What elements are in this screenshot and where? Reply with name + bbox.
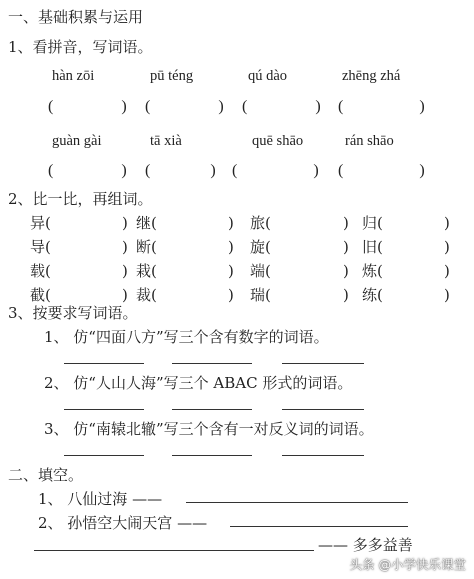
fill-item-2: 2、 孙悟空大闹天宫 —— (38, 514, 208, 532)
compare-answer-slot[interactable]: ) (343, 262, 349, 280)
answer-line[interactable] (64, 455, 144, 456)
answer-line[interactable] (172, 363, 252, 364)
answer-line[interactable] (172, 455, 252, 456)
answer-line[interactable] (282, 455, 364, 456)
closing-phrase: —— 多多益善 (318, 536, 413, 554)
q1-title: 1、看拼音，写词语。 (8, 38, 153, 56)
pinyin-8: rán shāo (345, 133, 394, 149)
answer-line[interactable] (230, 526, 408, 527)
compare-answer-slot[interactable]: ) (122, 286, 128, 304)
compare-char: 端( (250, 262, 271, 280)
compare-answer-slot[interactable]: ) (228, 262, 234, 280)
compare-char: 瑞( (250, 286, 271, 304)
answer-box-3[interactable]: ( ) (242, 98, 321, 115)
compare-answer-slot[interactable]: ) (122, 214, 128, 232)
answer-box-6[interactable]: ( ) (145, 162, 216, 179)
compare-answer-slot[interactable]: ) (122, 262, 128, 280)
answer-box-8[interactable]: ( ) (338, 162, 425, 179)
answer-line[interactable] (172, 409, 252, 410)
answer-box-7[interactable]: ( ) (232, 162, 319, 179)
fill-item-1: 1、 八仙过海 —— (38, 490, 163, 508)
pinyin-5: guàn gài (52, 133, 102, 149)
compare-answer-slot[interactable]: ) (122, 238, 128, 256)
compare-char: 旧( (362, 238, 383, 256)
compare-char: 旋( (250, 238, 271, 256)
compare-char: 旅( (250, 214, 271, 232)
pinyin-6: tā xià (150, 133, 182, 149)
q3-title: 3、按要求写词语。 (8, 304, 138, 322)
compare-char: 载( (30, 262, 51, 280)
compare-char: 导( (30, 238, 51, 256)
compare-answer-slot[interactable]: ) (444, 238, 450, 256)
compare-char: 练( (362, 286, 383, 304)
compare-char: 异( (30, 214, 51, 232)
compare-char: 归( (362, 214, 383, 232)
section2-title: 二、填空。 (8, 466, 84, 484)
answer-line[interactable] (186, 502, 408, 503)
compare-answer-slot[interactable]: ) (444, 214, 450, 232)
q2-title: 2、比一比，再组词。 (8, 190, 153, 208)
compare-answer-slot[interactable]: ) (228, 238, 234, 256)
pinyin-4: zhēng zhá (342, 68, 401, 84)
q3-item-2: 2、 仿“人山人海”写三个 ABAC 形式的词语。 (44, 374, 353, 392)
compare-char: 裁( (136, 286, 157, 304)
pinyin-3: qú dào (248, 68, 288, 84)
compare-answer-slot[interactable]: ) (228, 214, 234, 232)
answer-line[interactable] (282, 363, 364, 364)
watermark: 头条 @小学快乐课堂 (349, 557, 466, 572)
answer-line[interactable] (282, 409, 364, 410)
compare-char: 继( (136, 214, 157, 232)
compare-char: 截( (30, 286, 51, 304)
compare-char: 栽( (136, 262, 157, 280)
answer-line[interactable] (64, 409, 144, 410)
answer-box-4[interactable]: ( ) (338, 98, 425, 115)
answer-line[interactable] (34, 550, 314, 551)
pinyin-2: pū téng (150, 68, 194, 84)
pinyin-7: quē shāo (252, 133, 304, 149)
compare-char: 断( (136, 238, 157, 256)
q3-item-1: 1、 仿“四面八方”写三个含有数字的词语。 (44, 328, 329, 346)
compare-answer-slot[interactable]: ) (343, 286, 349, 304)
answer-box-5[interactable]: ( ) (48, 162, 127, 179)
compare-char: 炼( (362, 262, 383, 280)
compare-answer-slot[interactable]: ) (444, 262, 450, 280)
compare-answer-slot[interactable]: ) (444, 286, 450, 304)
pinyin-1: hàn zōi (52, 68, 95, 84)
compare-answer-slot[interactable]: ) (343, 214, 349, 232)
answer-line[interactable] (64, 363, 144, 364)
answer-box-1[interactable]: ( ) (48, 98, 127, 115)
answer-box-2[interactable]: ( ) (145, 98, 224, 115)
compare-answer-slot[interactable]: ) (228, 286, 234, 304)
compare-answer-slot[interactable]: ) (343, 238, 349, 256)
section1-title: 一、基础积累与运用 (8, 8, 144, 26)
q3-item-3: 3、 仿“南辕北辙”写三个含有一对反义词的词语。 (44, 420, 374, 438)
